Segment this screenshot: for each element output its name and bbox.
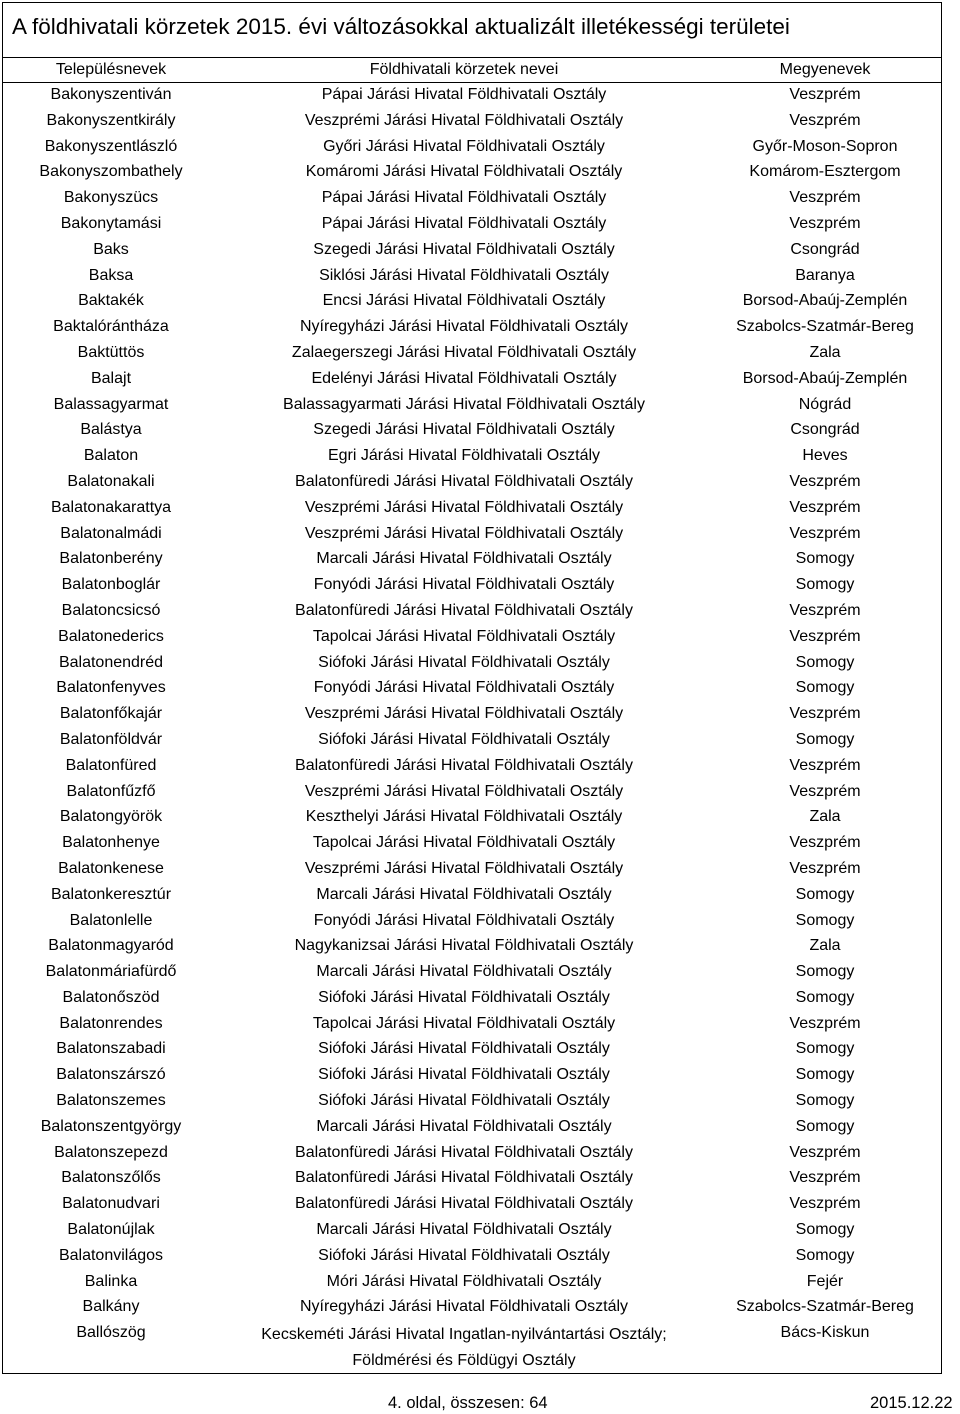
- county-cell: Somogy: [795, 1066, 855, 1084]
- office-cell: Veszprémi Járási Hivatal Földhivatali Osztály: [304, 524, 624, 542]
- office-cell: Nagykanizsai Járási Hivatal Földhivatali Osztály: [294, 937, 634, 955]
- office-cell: Siófoki Járási Hivatal Földhivatali Osztály: [318, 653, 610, 671]
- county-cell: Veszprém: [789, 1143, 861, 1161]
- table-row: [2, 265, 942, 291]
- table-row: [2, 1167, 942, 1193]
- table-row: [2, 677, 942, 703]
- county-cell: Veszprém: [789, 86, 861, 103]
- county-cell: Veszprém: [789, 472, 861, 490]
- office-cell: Siófoki Járási Hivatal Földhivatali Osztály: [318, 988, 610, 1006]
- office-cell: Balatonfüredi Járási Hivatal Földhivatali Osztály: [295, 1169, 633, 1187]
- table-row: [2, 1322, 942, 1374]
- county-cell: Somogy: [795, 730, 855, 748]
- office-cell: Siófoki Járási Hivatal Földhivatali Osztály: [318, 1246, 610, 1264]
- county-cell: Somogy: [795, 1221, 855, 1239]
- office-cell: Balatonfüredi Járási Hivatal Földhivatali Osztály: [295, 1195, 633, 1213]
- table-row: [2, 368, 942, 394]
- settlement-cell: Balatonmagyaród: [48, 937, 174, 955]
- office-cell: Veszprémi Járási Hivatal Földhivatali Osztály: [304, 111, 624, 129]
- page-title: A földhivatali körzetek 2015. évi változásokkal aktualizált illetékességi területei: [12, 14, 790, 39]
- table-row: [2, 290, 942, 316]
- table-row: [2, 1193, 942, 1219]
- table-row: [2, 445, 942, 471]
- office-cell: Siófoki Járási Hivatal Földhivatali Osztály: [318, 1092, 610, 1110]
- office-cell: Marcali Járási Hivatal Földhivatali Osztály: [316, 550, 612, 568]
- settlement-cell: Bakonyszentlászló: [44, 137, 178, 155]
- settlement-cell: Ballószög: [76, 1324, 146, 1342]
- office-cell: Veszprémi Járási Hivatal Földhivatali Osztály: [304, 705, 624, 723]
- table-row: [2, 213, 942, 239]
- table-row: [2, 1013, 942, 1039]
- table-header: [2, 61, 942, 83]
- county-cell: Baranya: [795, 266, 855, 284]
- table-row: [2, 1116, 942, 1142]
- settlement-cell: Baktalórántháza: [53, 318, 169, 336]
- table-row: [2, 1296, 942, 1322]
- county-cell: Somogy: [795, 988, 855, 1006]
- county-cell: Győr-Moson-Sopron: [752, 137, 898, 155]
- settlement-cell: Bakonyszentiván: [50, 86, 172, 103]
- settlement-cell: Balatonlelle: [69, 911, 153, 929]
- table-row: [2, 574, 942, 600]
- table-row: [2, 884, 942, 910]
- table-row: [2, 626, 942, 652]
- table-row: [2, 858, 942, 884]
- table-row: [2, 316, 942, 342]
- header-settlement: Településnevek: [55, 61, 167, 78]
- table-row: [2, 1064, 942, 1090]
- data-table: [2, 84, 942, 1374]
- settlement-cell: Balástya: [80, 421, 142, 439]
- county-cell: Borsod-Abaúj-Zemplén: [742, 369, 908, 387]
- office-cell: Balatonfüredi Járási Hivatal Földhivatali Osztály: [295, 472, 633, 490]
- settlement-cell: Balatonhenye: [62, 834, 160, 852]
- settlement-cell: Balaton: [83, 447, 139, 465]
- settlement-cell: Balatonszemes: [56, 1092, 166, 1110]
- office-cell: Balatonfüredi Járási Hivatal Földhivatali Osztály: [295, 601, 633, 619]
- office-cell: Pápai Járási Hivatal Földhivatali Osztály: [321, 86, 607, 103]
- settlement-cell: Balatonfőkajár: [59, 705, 163, 723]
- office-cell: Siófoki Járási Hivatal Földhivatali Osztály: [318, 730, 610, 748]
- settlement-cell: Baks: [93, 240, 129, 258]
- office-cell: Edelényi Járási Hivatal Földhivatali Osztály: [311, 369, 617, 387]
- settlement-cell: Balatonvilágos: [58, 1246, 164, 1264]
- table-row: [2, 987, 942, 1013]
- table-row: [2, 703, 942, 729]
- office-cell: Encsi Járási Hivatal Földhivatali Osztály: [322, 292, 606, 310]
- settlement-cell: Balatongyörök: [59, 808, 163, 826]
- header-office: Földhivatali körzetek nevei: [369, 61, 559, 78]
- office-cell: Veszprémi Járási Hivatal Földhivatali Osztály: [304, 859, 624, 877]
- county-cell: Komárom-Esztergom: [749, 163, 901, 181]
- settlement-cell: Balatonmáriafürdő: [45, 963, 177, 981]
- office-cell: Egri Járási Hivatal Földhivatali Osztály: [327, 447, 601, 465]
- office-cell: Nyíregyházi Járási Hivatal Földhivatali Osztály: [299, 318, 629, 336]
- footer-date: 2015.12.22: [870, 1394, 953, 1412]
- office-cell: Pápai Járási Hivatal Földhivatali Osztály: [321, 189, 607, 207]
- county-cell: Veszprém: [789, 782, 861, 800]
- office-cell: Móri Járási Hivatal Földhivatali Osztály: [326, 1272, 602, 1290]
- county-cell: Veszprém: [789, 189, 861, 207]
- county-cell: Veszprém: [789, 756, 861, 774]
- header-county: Megyenevek: [779, 61, 871, 78]
- table-row: [2, 1142, 942, 1168]
- table-row: [2, 1245, 942, 1271]
- county-cell: Bács-Kiskun: [780, 1324, 870, 1342]
- office-cell: Veszprémi Járási Hivatal Földhivatali Osztály: [304, 498, 624, 516]
- county-cell: Veszprém: [789, 1169, 861, 1187]
- office-cell: Zalaegerszegi Járási Hivatal Földhivatali Osztály: [291, 343, 637, 361]
- settlement-cell: Bakonytamási: [60, 214, 162, 232]
- settlement-cell: Balatonendréd: [58, 653, 164, 671]
- settlement-cell: Balatonberény: [59, 550, 163, 568]
- office-cell: Siklósi Járási Hivatal Földhivatali Osztály: [319, 266, 609, 284]
- office-cell: Siófoki Járási Hivatal Földhivatali Osztály: [318, 1040, 610, 1058]
- office-cell: Szegedi Járási Hivatal Földhivatali Osztály: [313, 421, 615, 439]
- settlement-cell: Balatonfenyves: [56, 679, 166, 697]
- county-cell: Veszprém: [789, 1195, 861, 1213]
- table-row: [2, 910, 942, 936]
- county-cell: Zala: [809, 937, 841, 955]
- settlement-cell: Balatonkeresztúr: [50, 885, 172, 903]
- office-cell: Szegedi Járási Hivatal Földhivatali Osztály: [313, 240, 615, 258]
- settlement-cell: Balatonőszöd: [62, 988, 160, 1006]
- table-row: [2, 161, 942, 187]
- settlement-cell: Balatonudvari: [62, 1195, 160, 1213]
- county-cell: Csongrád: [790, 421, 860, 439]
- office-cell: Győri Járási Hivatal Földhivatali Osztály: [323, 137, 605, 155]
- table-row: [2, 187, 942, 213]
- county-cell: Veszprém: [789, 627, 861, 645]
- table-row: [2, 961, 942, 987]
- settlement-cell: Baksa: [88, 266, 134, 284]
- table-row: [2, 832, 942, 858]
- table-row: [2, 1271, 942, 1297]
- table-row: [2, 342, 942, 368]
- settlement-cell: Balatonalmádi: [60, 524, 162, 542]
- county-cell: Veszprém: [789, 859, 861, 877]
- office-cell: Nyíregyházi Járási Hivatal Földhivatali Osztály: [299, 1298, 629, 1316]
- office-cell: Komáromi Járási Hivatal Földhivatali Osztály: [305, 163, 623, 181]
- county-cell: Somogy: [795, 1246, 855, 1264]
- settlement-cell: Balatonszentgyörgy: [40, 1117, 182, 1135]
- county-cell: Somogy: [795, 963, 855, 981]
- table-row: [2, 935, 942, 961]
- settlement-cell: Balajt: [90, 369, 132, 387]
- settlement-cell: Balatonfüred: [65, 756, 157, 774]
- settlement-cell: Balatonszabadi: [56, 1040, 166, 1058]
- table-row: [2, 239, 942, 265]
- office-cell: Siófoki Járási Hivatal Földhivatali Osztály: [318, 1066, 610, 1084]
- county-cell: Heves: [802, 447, 848, 465]
- settlement-cell: Balatoncsicsó: [61, 601, 161, 619]
- office-cell: Pápai Járási Hivatal Földhivatali Osztály: [321, 214, 607, 232]
- office-cell: Balatonfüredi Járási Hivatal Földhivatali Osztály: [295, 756, 633, 774]
- settlement-cell: Balatonboglár: [61, 576, 161, 594]
- county-cell: Veszprém: [789, 705, 861, 723]
- county-cell: Veszprém: [789, 498, 861, 516]
- office-cell: Marcali Járási Hivatal Földhivatali Osztály: [316, 1117, 612, 1135]
- settlement-cell: Balatonrendes: [59, 1014, 163, 1032]
- county-cell: Zala: [809, 808, 841, 826]
- table-row: [2, 600, 942, 626]
- settlement-cell: Balkány: [82, 1298, 140, 1316]
- table-row: [2, 523, 942, 549]
- county-cell: Somogy: [795, 885, 855, 903]
- county-cell: Veszprém: [789, 601, 861, 619]
- county-cell: Somogy: [795, 653, 855, 671]
- county-cell: Somogy: [795, 911, 855, 929]
- office-cell: Marcali Járási Hivatal Földhivatali Osztály: [316, 1221, 612, 1239]
- table-row: [2, 471, 942, 497]
- county-cell: Csongrád: [790, 240, 860, 258]
- county-cell: Somogy: [795, 1092, 855, 1110]
- county-cell: Somogy: [795, 1117, 855, 1135]
- county-cell: Fejér: [806, 1272, 844, 1290]
- office-cell: Keszthelyi Járási Hivatal Földhivatali Osztály: [305, 808, 623, 826]
- office-cell: Balatonfüredi Járási Hivatal Földhivatali Osztály: [295, 1143, 633, 1161]
- county-cell: Somogy: [795, 576, 855, 594]
- settlement-cell: Bakonyszombathely: [39, 163, 183, 181]
- settlement-cell: Baktakék: [78, 292, 144, 310]
- settlement-cell: Baktüttös: [77, 343, 145, 361]
- county-cell: Szabolcs-Szatmár-Bereg: [736, 1298, 914, 1316]
- office-cell: Balassagyarmati Járási Hivatal Földhivatali Osztály: [283, 395, 645, 413]
- table-row: [2, 110, 942, 136]
- page-number: 4. oldal, összesen: 64: [388, 1394, 548, 1412]
- county-cell: Borsod-Abaúj-Zemplén: [742, 292, 908, 310]
- office-cell: Veszprémi Járási Hivatal Földhivatali Osztály: [304, 782, 624, 800]
- table-row: [2, 136, 942, 162]
- county-cell: Somogy: [795, 1040, 855, 1058]
- county-cell: Veszprém: [789, 1014, 861, 1032]
- settlement-cell: Balatonújlak: [67, 1221, 155, 1239]
- table-row: [2, 1038, 942, 1064]
- table-row: [2, 84, 942, 110]
- table-row: [2, 781, 942, 807]
- table-row: [2, 652, 942, 678]
- settlement-cell: Balassagyarmat: [53, 395, 169, 413]
- settlement-cell: Balatonfűzfő: [66, 782, 156, 800]
- table-row: [2, 806, 942, 832]
- table-row: [2, 729, 942, 755]
- settlement-cell: Balatonkenese: [58, 859, 164, 877]
- settlement-cell: Balatonszepezd: [54, 1143, 168, 1161]
- county-cell: Veszprém: [789, 214, 861, 232]
- settlement-cell: Bakonyszentkirály: [46, 111, 176, 129]
- settlement-cell: Balatonakarattya: [50, 498, 172, 516]
- settlement-cell: Balatonederics: [58, 627, 164, 645]
- county-cell: Somogy: [795, 679, 855, 697]
- settlement-cell: Balinka: [84, 1272, 138, 1290]
- county-cell: Veszprém: [789, 524, 861, 542]
- settlement-cell: Balatonszárszó: [56, 1066, 166, 1084]
- office-cell: Tapolcai Járási Hivatal Földhivatali Osztály: [312, 834, 616, 852]
- county-cell: Veszprém: [789, 111, 861, 129]
- county-cell: Zala: [809, 343, 841, 361]
- office-cell: Marcali Járási Hivatal Földhivatali Osztály: [316, 963, 612, 981]
- office-cell: Marcali Járási Hivatal Földhivatali Osztály: [316, 885, 612, 903]
- table-row: [2, 548, 942, 574]
- settlement-cell: Balatonföldvár: [59, 730, 163, 748]
- office-cell: Fonyódi Járási Hivatal Földhivatali Osztály: [313, 911, 615, 929]
- office-cell: Kecskeméti Járási Hivatal Ingatlan-nyilvántartási Osztály; Földmérési és Földügyi Osztály: [261, 1326, 667, 1369]
- office-cell: Fonyódi Járási Hivatal Földhivatali Osztály: [313, 576, 615, 594]
- office-cell: Fonyódi Járási Hivatal Földhivatali Osztály: [313, 679, 615, 697]
- county-cell: Nógrád: [798, 395, 852, 413]
- table-row: [2, 419, 942, 445]
- title-divider: [2, 57, 942, 58]
- table-row: [2, 497, 942, 523]
- county-cell: Veszprém: [789, 834, 861, 852]
- settlement-cell: Balatonszőlős: [61, 1169, 161, 1187]
- table-row: [2, 1219, 942, 1245]
- settlement-cell: Balatonakali: [67, 472, 155, 490]
- table-row: [2, 1090, 942, 1116]
- settlement-cell: Bakonyszücs: [63, 189, 159, 207]
- county-cell: Somogy: [795, 550, 855, 568]
- table-row: [2, 394, 942, 420]
- county-cell: Szabolcs-Szatmár-Bereg: [736, 318, 914, 336]
- table-row: [2, 755, 942, 781]
- office-cell: Tapolcai Járási Hivatal Földhivatali Osztály: [312, 1014, 616, 1032]
- office-cell: Tapolcai Járási Hivatal Földhivatali Osztály: [312, 627, 616, 645]
